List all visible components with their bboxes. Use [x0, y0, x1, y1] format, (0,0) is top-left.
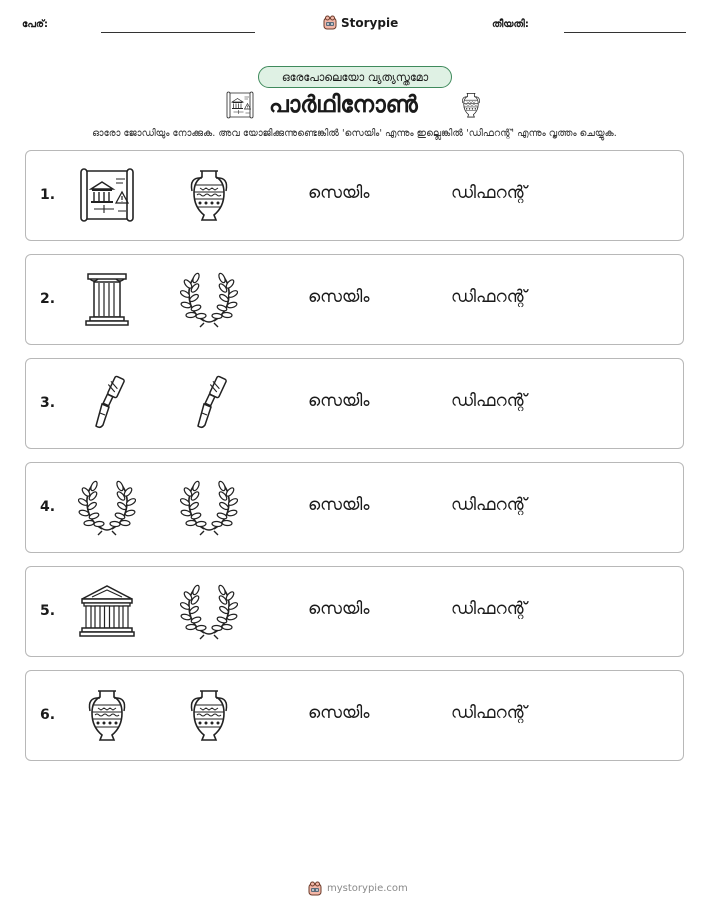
- laurel-wreath-icon: [180, 581, 238, 641]
- storypie-logo-icon: [307, 880, 323, 897]
- footer-site[interactable]: mystorypie.com: [327, 883, 408, 894]
- storypie-logo-icon: [322, 14, 338, 31]
- subtitle-badge: ഒരേപോലെയോ വ്യത്യസ്തമോ: [258, 66, 452, 88]
- question-row-2: [25, 254, 684, 345]
- laurel-wreath-icon: [180, 269, 238, 329]
- question-row-6: [25, 670, 684, 761]
- question-number: 1.: [40, 187, 56, 203]
- title-row: [225, 90, 485, 124]
- different-option[interactable]: ഡിഫറന്റ്: [451, 287, 527, 307]
- brand-name: Storypie: [341, 15, 399, 30]
- question-number: 2.: [40, 291, 56, 307]
- amphora-icon: [180, 685, 238, 745]
- question-row-3: [25, 358, 684, 449]
- laurel-wreath-icon: [78, 477, 136, 537]
- name-line[interactable]: [101, 32, 255, 33]
- amphora-icon: [457, 90, 485, 120]
- chisel-icon: [180, 373, 238, 433]
- question-number: 3.: [40, 395, 56, 411]
- blueprint-icon: [225, 90, 255, 120]
- column-icon: [78, 269, 136, 329]
- same-option[interactable]: സെയിം: [308, 599, 370, 619]
- page-title: പാർഥിനോൺ: [269, 92, 418, 118]
- date-label: തീയതി:: [492, 19, 529, 30]
- question-number: 4.: [40, 499, 56, 515]
- question-number: 6.: [40, 707, 56, 723]
- name-label: പേര്:: [22, 19, 48, 30]
- same-option[interactable]: സെയിം: [308, 391, 370, 411]
- temple-icon: [78, 581, 136, 641]
- same-option[interactable]: സെയിം: [308, 287, 370, 307]
- different-option[interactable]: ഡിഫറന്റ്: [451, 599, 527, 619]
- same-option[interactable]: സെയിം: [308, 703, 370, 723]
- brand-logo: [322, 14, 398, 31]
- instructions: ഓരോ ജോഡിയും നോക്കുക. അവ യോജിക്കുന്നുണ്ടെങ്കിൽ 'സെയിം' എന്നും ഇല്ലെങ്കിൽ 'ഡിഫറന്റ്' എന്നും വൃത്തം ചെയ്യുക.: [92, 128, 617, 139]
- laurel-wreath-icon: [180, 477, 238, 537]
- amphora-icon: [180, 165, 238, 225]
- blueprint-icon: [78, 165, 136, 225]
- amphora-icon: [78, 685, 136, 745]
- different-option[interactable]: ഡിഫറന്റ്: [451, 183, 527, 203]
- date-line[interactable]: [564, 32, 686, 33]
- different-option[interactable]: ഡിഫറന്റ്: [451, 495, 527, 515]
- chisel-icon: [78, 373, 136, 433]
- different-option[interactable]: ഡിഫറന്റ്: [451, 391, 527, 411]
- same-option[interactable]: സെയിം: [308, 495, 370, 515]
- same-option[interactable]: സെയിം: [308, 183, 370, 203]
- question-row-5: [25, 566, 684, 657]
- question-row-1: [25, 150, 684, 241]
- different-option[interactable]: ഡിഫറന്റ്: [451, 703, 527, 723]
- question-number: 5.: [40, 603, 56, 619]
- question-row-4: [25, 462, 684, 553]
- footer: [307, 880, 408, 897]
